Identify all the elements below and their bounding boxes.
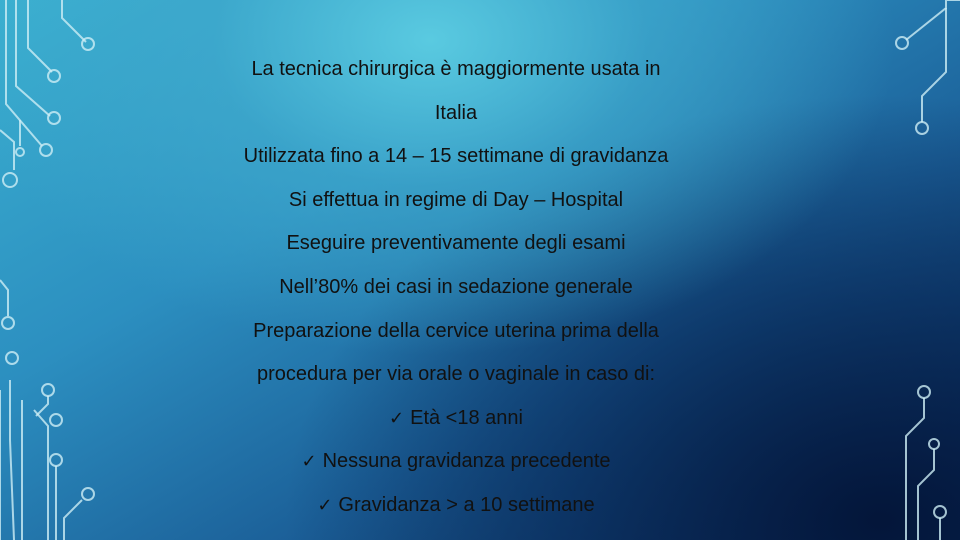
text-line: Utilizzata fino a 14 – 15 settimane di gravidanza [243,145,669,168]
checklist-text: Età <18 anni [410,406,523,429]
text-line: La tecnica chirurgica è maggiormente usata in [251,58,661,80]
checklist-item [150,440,762,484]
check-icon: ✓ [389,407,405,429]
text-line: Eseguire preventivamente degli esami [286,232,626,255]
checklist-text: Nessuna gravidanza precedente [322,450,611,473]
check-icon: ✓ [317,494,333,516]
text-line: procedura per via orale o vaginale in caso di: [256,363,656,386]
check-icon: ✓ [301,451,317,473]
slide-content [150,48,762,528]
text-line: Nell’80% dei casi in sedazione generale [279,275,633,298]
text-line: Preparazione della cervice uterina prima della [253,319,659,342]
text-line: Italia [434,101,478,124]
checklist-item [150,397,762,441]
text-line: Si effettua in regime di Day – Hospital [288,188,624,211]
checklist-item [150,484,762,528]
checklist-text: Gravidanza > a 10 settimane [338,493,595,516]
